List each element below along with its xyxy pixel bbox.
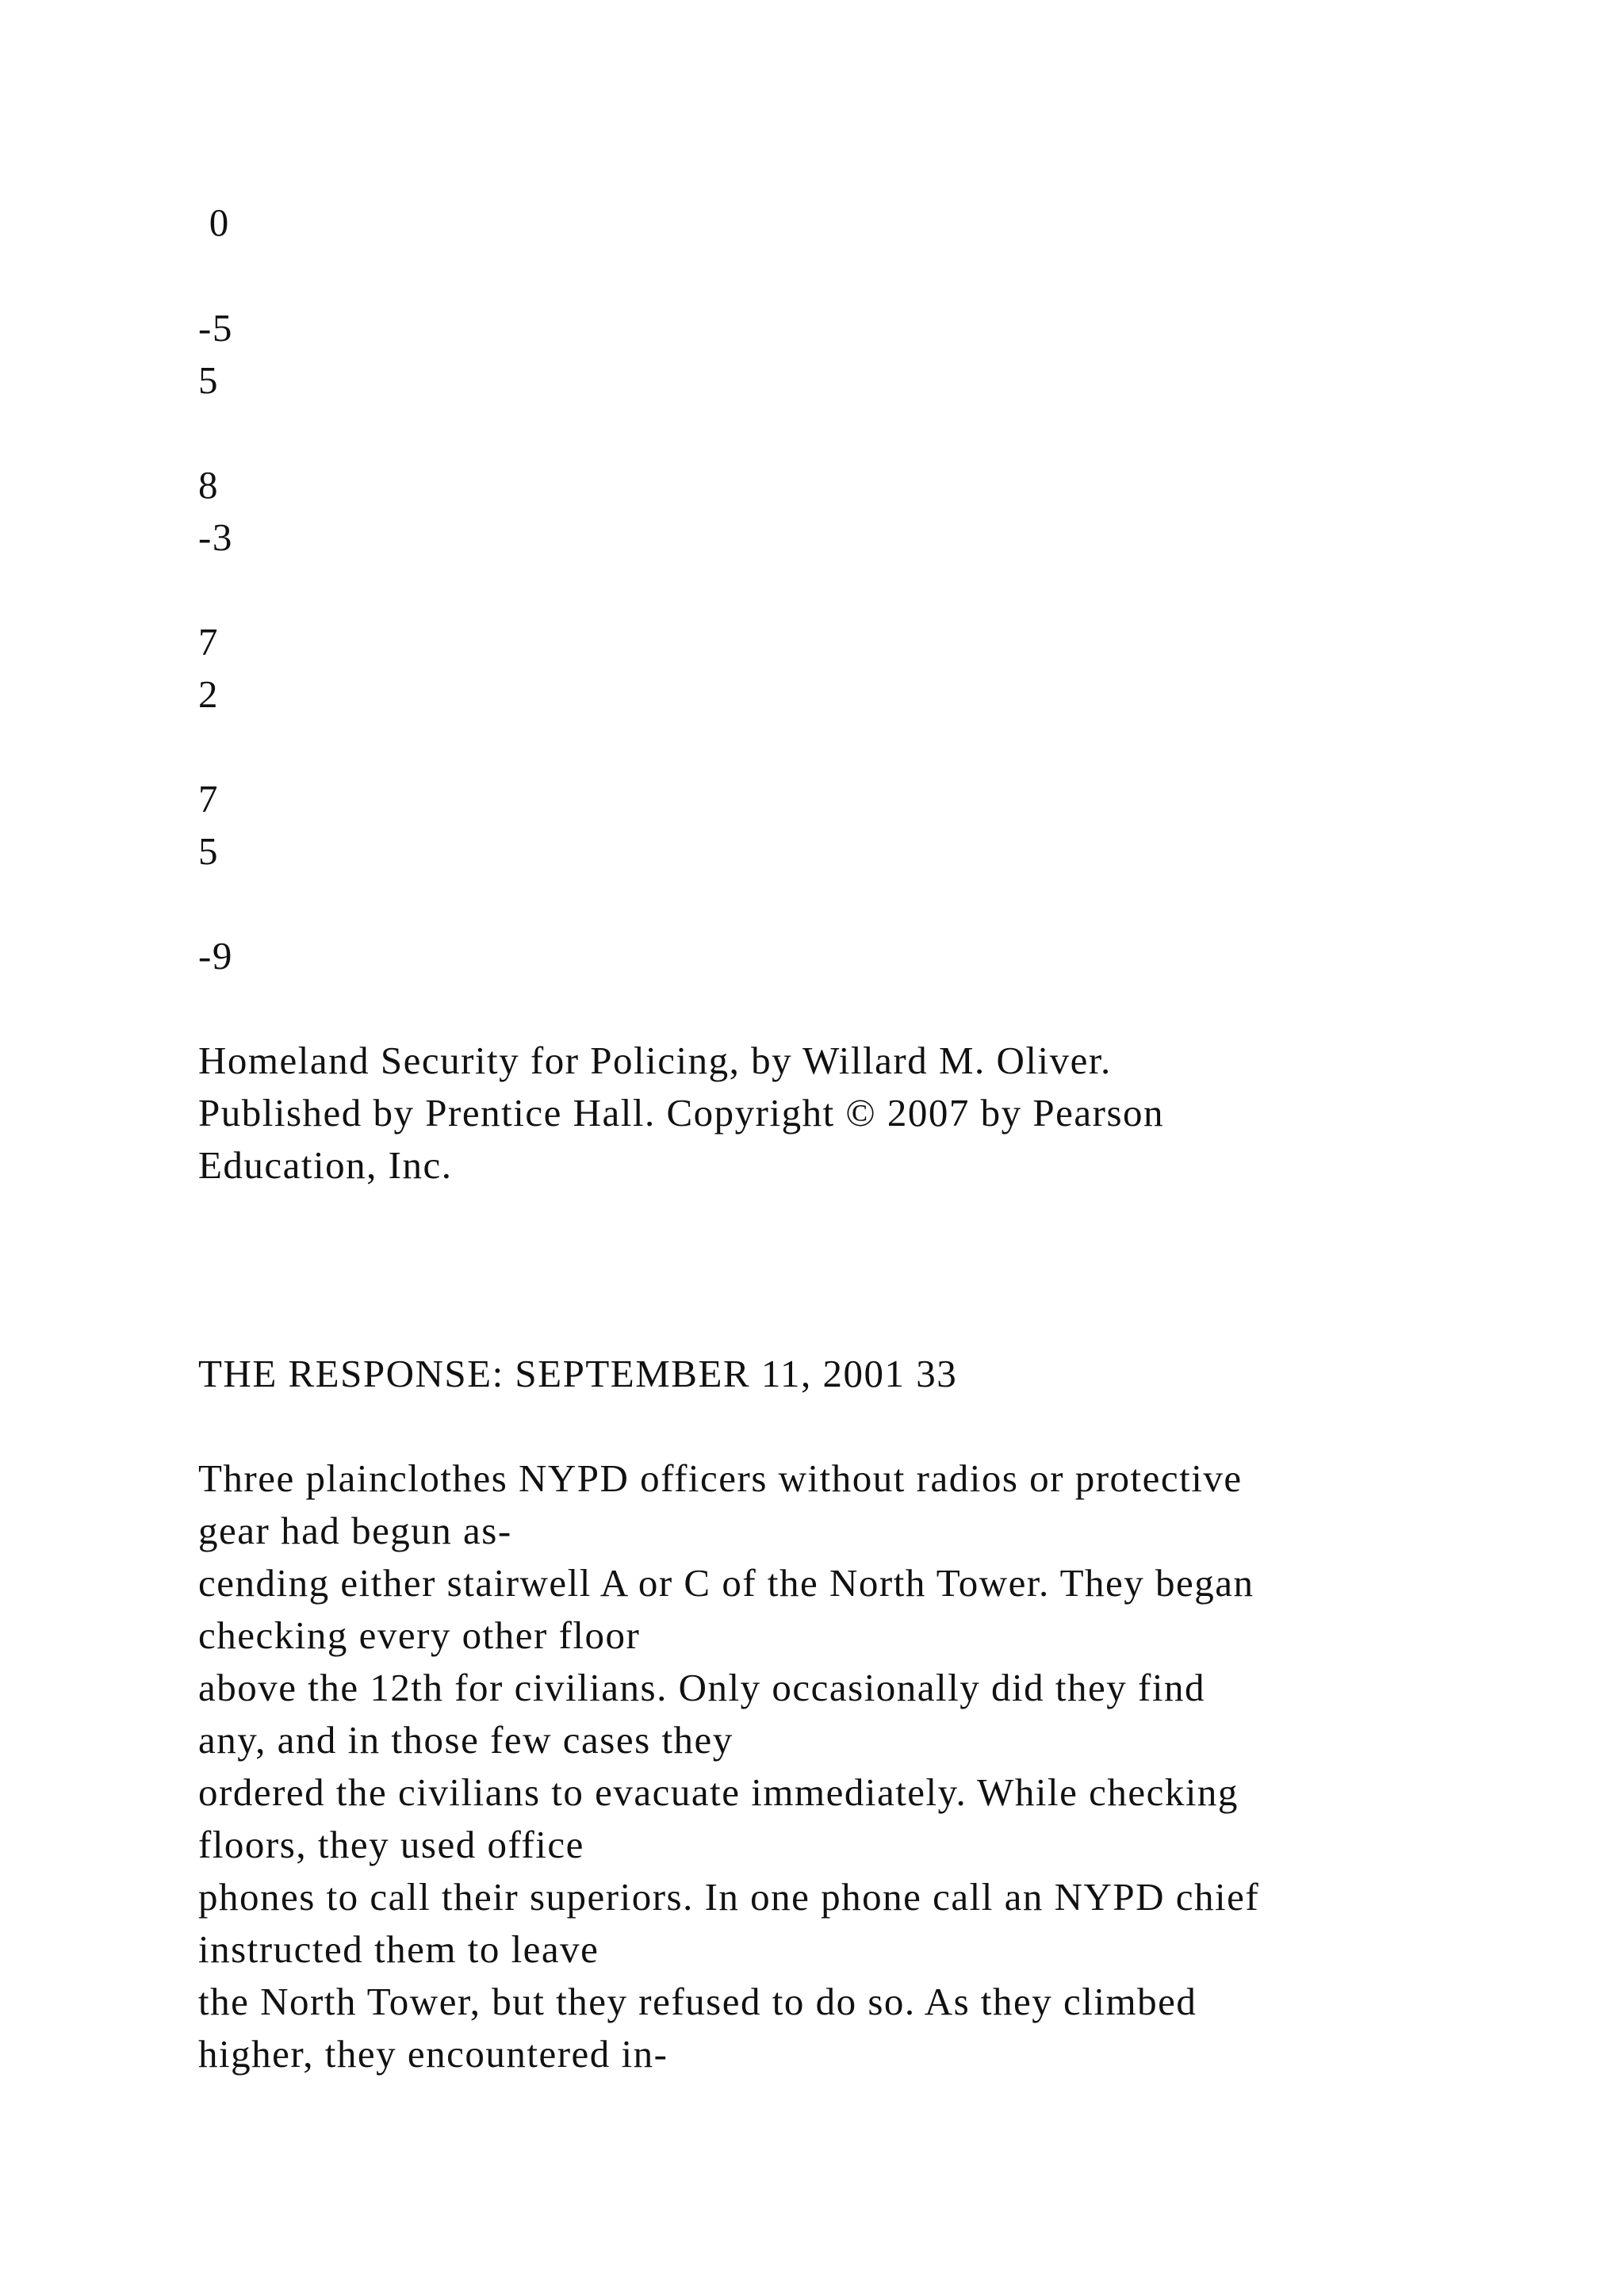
body-line: checking every other floor [198, 1613, 641, 1657]
number-line: 8 [198, 463, 219, 507]
number-line: 5 [198, 358, 219, 402]
body-line: floors, they used office [198, 1823, 584, 1866]
number-line: 2 [198, 672, 219, 716]
number-line: -3 [198, 515, 233, 559]
body-line: cending either stairwell A or C of the North Tower. They began [198, 1561, 1254, 1605]
body-line: above the 12th for civilians. Only occasionally did they find [198, 1666, 1205, 1709]
number-line: 7 [198, 777, 219, 821]
number-line: -5 [198, 306, 233, 350]
number-line: 0 [198, 201, 230, 244]
body-line: any, and in those few cases they [198, 1718, 733, 1762]
number-line: -9 [198, 934, 233, 978]
copyright-line: Education, Inc. [198, 1143, 453, 1187]
body-line: instructed them to leave [198, 1927, 599, 1971]
body-line: phones to call their superiors. In one phone call an NYPD chief [198, 1875, 1260, 1919]
running-head: THE RESPONSE: SEPTEMBER 11, 2001 33 [198, 1352, 958, 1395]
copyright-line: Homeland Security for Policing, by Willard M. Oliver. [198, 1039, 1112, 1082]
body-line: the North Tower, but they refused to do so. As they climbed [198, 1980, 1197, 2023]
number-line: 5 [198, 829, 219, 873]
body-line: gear had begun as- [198, 1509, 512, 1552]
body-line: ordered the civilians to evacuate immediately. While checking [198, 1770, 1239, 1814]
number-line: 7 [198, 620, 219, 664]
copyright-line: Published by Prentice Hall. Copyright © 2007 by Pearson [198, 1091, 1165, 1135]
body-line: higher, they encountered in- [198, 2032, 668, 2076]
body-line: Three plainclothes NYPD officers without radios or protective [198, 1456, 1243, 1500]
